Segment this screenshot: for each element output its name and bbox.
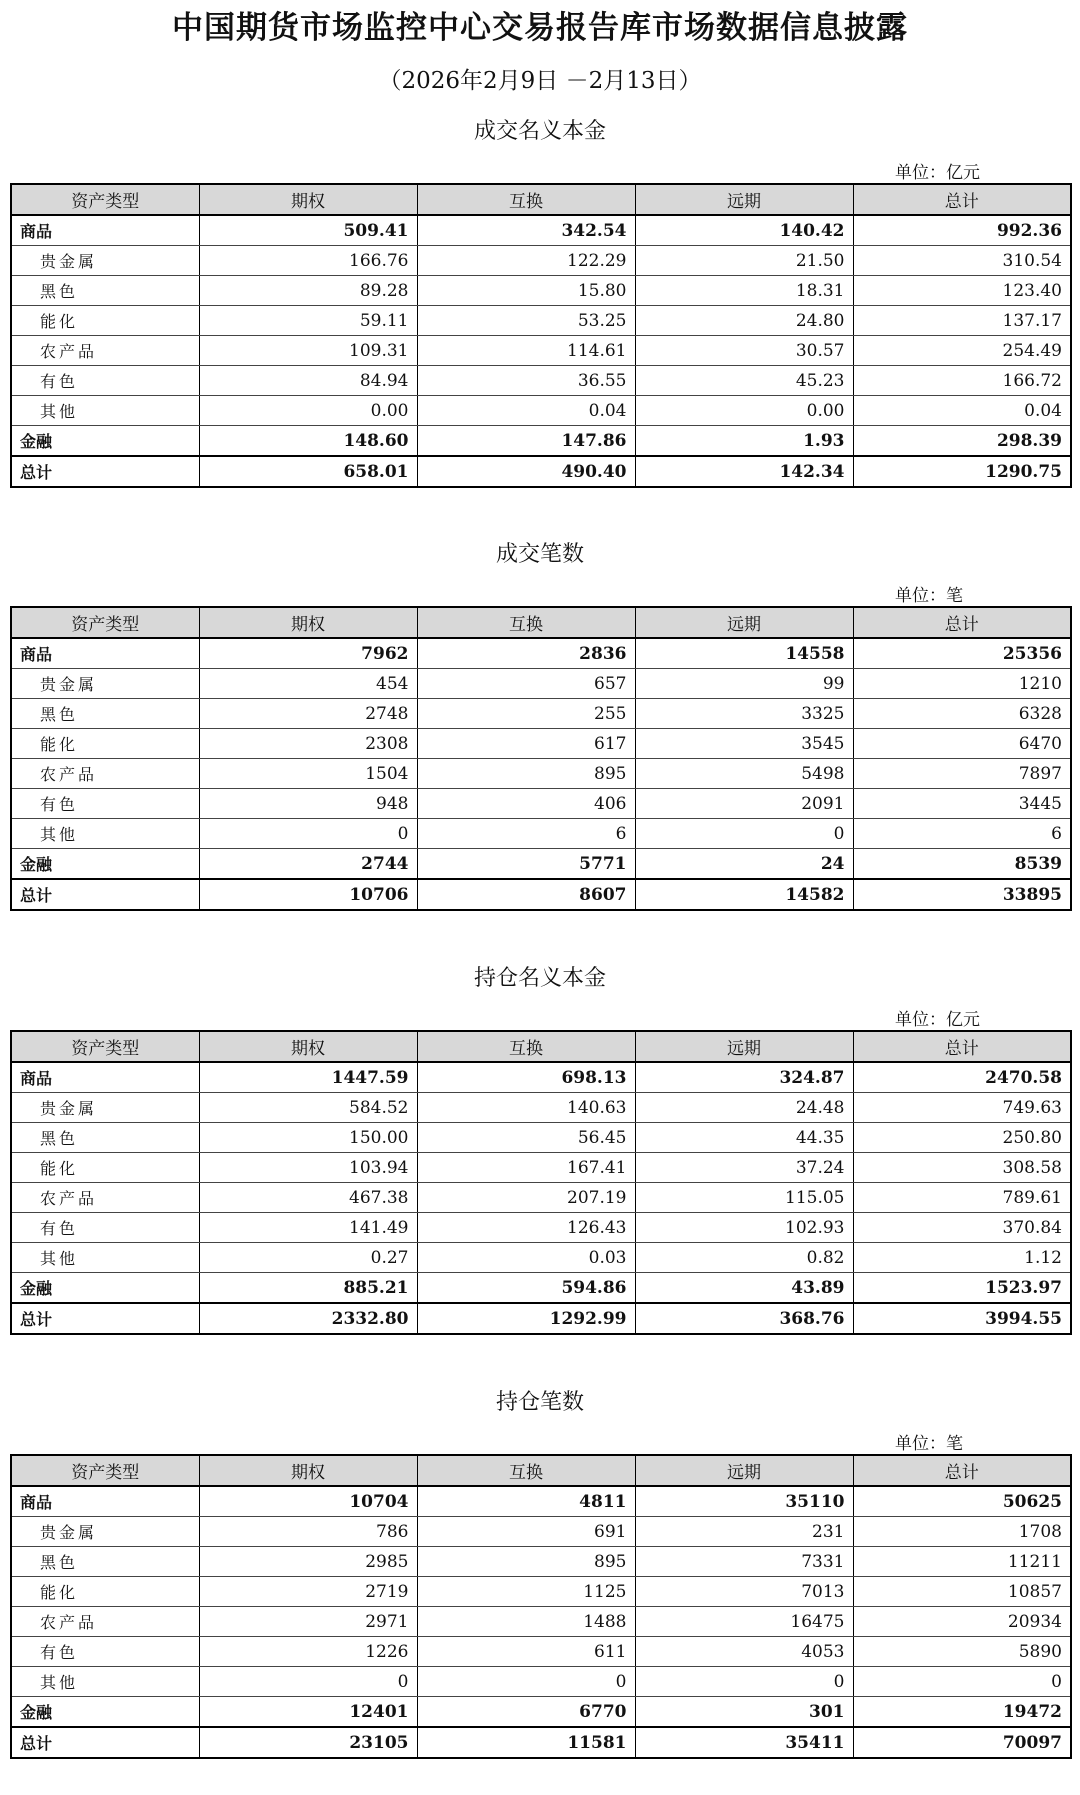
row-label: 总计 [11,1303,199,1334]
cell-swap: 207.19 [417,1183,635,1213]
table-row-financial [11,1697,1071,1728]
cell-option: 1226 [199,1637,417,1667]
cell-forward: 324.87 [635,1062,853,1093]
cell-total: 70097 [853,1727,1071,1758]
cell-forward: 102.93 [635,1213,853,1243]
cell-forward: 142.34 [635,456,853,487]
cell-forward: 43.89 [635,1273,853,1304]
table-row-ferrous [11,276,1071,306]
cell-swap: 657 [417,669,635,699]
row-label: 农产品 [11,1183,199,1213]
column-header: 互换 [417,1031,635,1062]
header-row [11,607,1071,638]
row-label: 商品 [11,638,199,669]
cell-option: 7962 [199,638,417,669]
cell-forward: 3545 [635,729,853,759]
cell-forward: 45.23 [635,366,853,396]
table-row-nonferrous [11,1637,1071,1667]
cell-forward: 18.31 [635,276,853,306]
header-row [11,184,1071,215]
cell-option: 10704 [199,1486,417,1517]
cell-forward: 14558 [635,638,853,669]
cell-total: 254.49 [853,336,1071,366]
row-label: 其他 [11,819,199,849]
table-row-other [11,1667,1071,1697]
column-header: 总计 [853,184,1071,215]
column-header: 互换 [417,607,635,638]
row-label: 贵金属 [11,1093,199,1123]
cell-total: 310.54 [853,246,1071,276]
cell-forward: 1.93 [635,426,853,457]
cell-total: 7897 [853,759,1071,789]
cell-forward: 35110 [635,1486,853,1517]
table-row-commodity [11,1486,1071,1517]
cell-forward: 21.50 [635,246,853,276]
table-row-other [11,819,1071,849]
cell-option: 2985 [199,1547,417,1577]
table-row-nonferrous [11,366,1071,396]
cell-swap: 895 [417,759,635,789]
cell-swap: 6 [417,819,635,849]
cell-total: 0 [853,1667,1071,1697]
cell-swap: 895 [417,1547,635,1577]
row-label: 黑色 [11,1547,199,1577]
data-table [10,183,1072,488]
cell-total: 1210 [853,669,1071,699]
table-row-energy-chemical [11,306,1071,336]
table-row-other [11,396,1071,426]
cell-total: 123.40 [853,276,1071,306]
cell-forward: 35411 [635,1727,853,1758]
cell-swap: 1292.99 [417,1303,635,1334]
cell-total: 1523.97 [853,1273,1071,1304]
cell-option: 1504 [199,759,417,789]
cell-total: 2470.58 [853,1062,1071,1093]
row-label: 有色 [11,366,199,396]
cell-swap: 698.13 [417,1062,635,1093]
cell-forward: 3325 [635,699,853,729]
cell-total: 250.80 [853,1123,1071,1153]
cell-total: 11211 [853,1547,1071,1577]
column-header: 总计 [853,1031,1071,1062]
column-header: 远期 [635,1455,853,1486]
cell-forward: 7331 [635,1547,853,1577]
cell-swap: 122.29 [417,246,635,276]
row-label: 农产品 [11,759,199,789]
cell-forward: 231 [635,1517,853,1547]
cell-swap: 0 [417,1667,635,1697]
cell-option: 509.41 [199,215,417,246]
cell-swap: 6770 [417,1697,635,1728]
row-label: 能化 [11,1153,199,1183]
table-row-nonferrous [11,789,1071,819]
cell-total: 33895 [853,879,1071,910]
row-label: 金融 [11,1697,199,1728]
cell-total: 10857 [853,1577,1071,1607]
table-row-agricultural [11,759,1071,789]
cell-forward: 14582 [635,879,853,910]
column-header: 总计 [853,1455,1071,1486]
cell-total: 19472 [853,1697,1071,1728]
cell-option: 584.52 [199,1093,417,1123]
row-label: 商品 [11,1062,199,1093]
cell-option: 59.11 [199,306,417,336]
row-label: 能化 [11,729,199,759]
cell-total: 6 [853,819,1071,849]
page-title: 中国期货市场监控中心交易报告库市场数据信息披露 [172,10,908,46]
cell-total: 3445 [853,789,1071,819]
row-label: 贵金属 [11,669,199,699]
cell-swap: 342.54 [417,215,635,246]
cell-swap: 594.86 [417,1273,635,1304]
cell-forward: 0.00 [635,396,853,426]
cell-total: 5890 [853,1637,1071,1667]
cell-option: 0.00 [199,396,417,426]
cell-swap: 11581 [417,1727,635,1758]
cell-swap: 0.04 [417,396,635,426]
row-label: 贵金属 [11,1517,199,1547]
cell-option: 2332.80 [199,1303,417,1334]
data-table [10,1030,1072,1335]
cell-option: 2748 [199,699,417,729]
table-row-energy-chemical [11,1153,1071,1183]
cell-swap: 691 [417,1517,635,1547]
unit-label: 单位：笔 [895,586,963,606]
column-header: 期权 [199,1455,417,1486]
table-row-agricultural [11,1183,1071,1213]
column-header: 互换 [417,1455,635,1486]
cell-option: 885.21 [199,1273,417,1304]
cell-forward: 2091 [635,789,853,819]
table-row-financial [11,426,1071,457]
cell-swap: 53.25 [417,306,635,336]
cell-option: 109.31 [199,336,417,366]
row-label: 能化 [11,1577,199,1607]
cell-total: 1.12 [853,1243,1071,1273]
cell-forward: 44.35 [635,1123,853,1153]
cell-total: 6328 [853,699,1071,729]
cell-forward: 37.24 [635,1153,853,1183]
table-row-financial [11,1273,1071,1304]
cell-forward: 368.76 [635,1303,853,1334]
row-label: 总计 [11,456,199,487]
cell-total: 3994.55 [853,1303,1071,1334]
row-label: 其他 [11,1667,199,1697]
table-row-total [11,456,1071,487]
column-header: 资产类型 [11,1031,199,1062]
table-row-energy-chemical [11,729,1071,759]
header-row [11,1031,1071,1062]
cell-total: 6470 [853,729,1071,759]
cell-option: 658.01 [199,456,417,487]
cell-forward: 16475 [635,1607,853,1637]
table-row-total [11,1727,1071,1758]
row-label: 其他 [11,396,199,426]
cell-swap: 255 [417,699,635,729]
cell-total: 308.58 [853,1153,1071,1183]
cell-forward: 0 [635,819,853,849]
cell-option: 103.94 [199,1153,417,1183]
cell-swap: 5771 [417,849,635,880]
section-title: 成交名义本金 [473,119,606,144]
cell-option: 0 [199,819,417,849]
cell-forward: 5498 [635,759,853,789]
row-label: 黑色 [11,699,199,729]
column-header: 远期 [635,184,853,215]
date-range: （2026年2月9日 －2月13日） [378,68,702,94]
cell-option: 2971 [199,1607,417,1637]
cell-option: 2719 [199,1577,417,1607]
cell-total: 749.63 [853,1093,1071,1123]
table-row-precious-metals [11,1517,1071,1547]
cell-total: 992.36 [853,215,1071,246]
cell-total: 298.39 [853,426,1071,457]
cell-option: 786 [199,1517,417,1547]
cell-forward: 7013 [635,1577,853,1607]
cell-option: 10706 [199,879,417,910]
table-row-ferrous [11,699,1071,729]
row-label: 有色 [11,1637,199,1667]
column-header: 互换 [417,184,635,215]
table-row-nonferrous [11,1213,1071,1243]
cell-option: 12401 [199,1697,417,1728]
row-label: 贵金属 [11,246,199,276]
table-row-commodity [11,638,1071,669]
row-label: 总计 [11,879,199,910]
cell-swap: 114.61 [417,336,635,366]
column-header: 期权 [199,1031,417,1062]
cell-option: 0 [199,1667,417,1697]
row-label: 金融 [11,849,199,880]
table-row-precious-metals [11,669,1071,699]
unit-label: 单位：亿元 [895,1010,980,1030]
data-table [10,1454,1072,1759]
row-label: 总计 [11,1727,199,1758]
table-row-commodity [11,215,1071,246]
column-header: 远期 [635,1031,853,1062]
table-row-agricultural [11,336,1071,366]
cell-total: 50625 [853,1486,1071,1517]
cell-swap: 1488 [417,1607,635,1637]
cell-swap: 56.45 [417,1123,635,1153]
row-label: 金融 [11,426,199,457]
cell-swap: 617 [417,729,635,759]
column-header: 资产类型 [11,607,199,638]
cell-total: 0.04 [853,396,1071,426]
row-label: 黑色 [11,1123,199,1153]
row-label: 其他 [11,1243,199,1273]
cell-option: 141.49 [199,1213,417,1243]
cell-swap: 147.86 [417,426,635,457]
cell-swap: 4811 [417,1486,635,1517]
column-header: 远期 [635,607,853,638]
header-row [11,1455,1071,1486]
row-label: 有色 [11,1213,199,1243]
cell-total: 166.72 [853,366,1071,396]
cell-swap: 8607 [417,879,635,910]
row-label: 农产品 [11,1607,199,1637]
section-title: 持仓名义本金 [473,966,606,991]
cell-forward: 301 [635,1697,853,1728]
cell-swap: 406 [417,789,635,819]
cell-total: 137.17 [853,306,1071,336]
cell-forward: 115.05 [635,1183,853,1213]
cell-swap: 0.03 [417,1243,635,1273]
cell-swap: 1125 [417,1577,635,1607]
table-row-agricultural [11,1607,1071,1637]
cell-option: 84.94 [199,366,417,396]
column-header: 期权 [199,607,417,638]
row-label: 黑色 [11,276,199,306]
table-row-ferrous [11,1123,1071,1153]
table-row-precious-metals [11,246,1071,276]
cell-total: 20934 [853,1607,1071,1637]
table-row-commodity [11,1062,1071,1093]
cell-option: 89.28 [199,276,417,306]
cell-forward: 0.82 [635,1243,853,1273]
data-table [10,606,1072,911]
cell-forward: 4053 [635,1637,853,1667]
cell-forward: 30.57 [635,336,853,366]
column-header: 资产类型 [11,1455,199,1486]
cell-option: 0.27 [199,1243,417,1273]
cell-swap: 36.55 [417,366,635,396]
cell-total: 8539 [853,849,1071,880]
cell-option: 454 [199,669,417,699]
row-label: 金融 [11,1273,199,1304]
cell-total: 370.84 [853,1213,1071,1243]
cell-forward: 24.48 [635,1093,853,1123]
cell-option: 148.60 [199,426,417,457]
cell-swap: 167.41 [417,1153,635,1183]
cell-option: 23105 [199,1727,417,1758]
cell-forward: 0 [635,1667,853,1697]
cell-swap: 490.40 [417,456,635,487]
table-row-precious-metals [11,1093,1071,1123]
column-header: 总计 [853,607,1071,638]
cell-total: 1290.75 [853,456,1071,487]
cell-option: 1447.59 [199,1062,417,1093]
cell-swap: 611 [417,1637,635,1667]
table-row-energy-chemical [11,1577,1071,1607]
table-row-other [11,1243,1071,1273]
row-label: 商品 [11,1486,199,1517]
cell-swap: 15.80 [417,276,635,306]
cell-total: 1708 [853,1517,1071,1547]
section-title: 持仓笔数 [495,1390,584,1415]
table-row-total [11,879,1071,910]
cell-total: 25356 [853,638,1071,669]
cell-option: 166.76 [199,246,417,276]
cell-forward: 24.80 [635,306,853,336]
cell-swap: 140.63 [417,1093,635,1123]
row-label: 商品 [11,215,199,246]
cell-forward: 140.42 [635,215,853,246]
cell-option: 467.38 [199,1183,417,1213]
cell-swap: 126.43 [417,1213,635,1243]
table-row-total [11,1303,1071,1334]
unit-label: 单位：笔 [895,1434,963,1454]
cell-swap: 2836 [417,638,635,669]
cell-forward: 24 [635,849,853,880]
row-label: 有色 [11,789,199,819]
cell-option: 2308 [199,729,417,759]
unit-label: 单位：亿元 [895,163,980,183]
column-header: 资产类型 [11,184,199,215]
row-label: 农产品 [11,336,199,366]
table-row-ferrous [11,1547,1071,1577]
row-label: 能化 [11,306,199,336]
section-title: 成交笔数 [495,542,584,567]
cell-option: 2744 [199,849,417,880]
cell-total: 789.61 [853,1183,1071,1213]
table-row-financial [11,849,1071,880]
column-header: 期权 [199,184,417,215]
cell-option: 948 [199,789,417,819]
cell-option: 150.00 [199,1123,417,1153]
cell-forward: 99 [635,669,853,699]
